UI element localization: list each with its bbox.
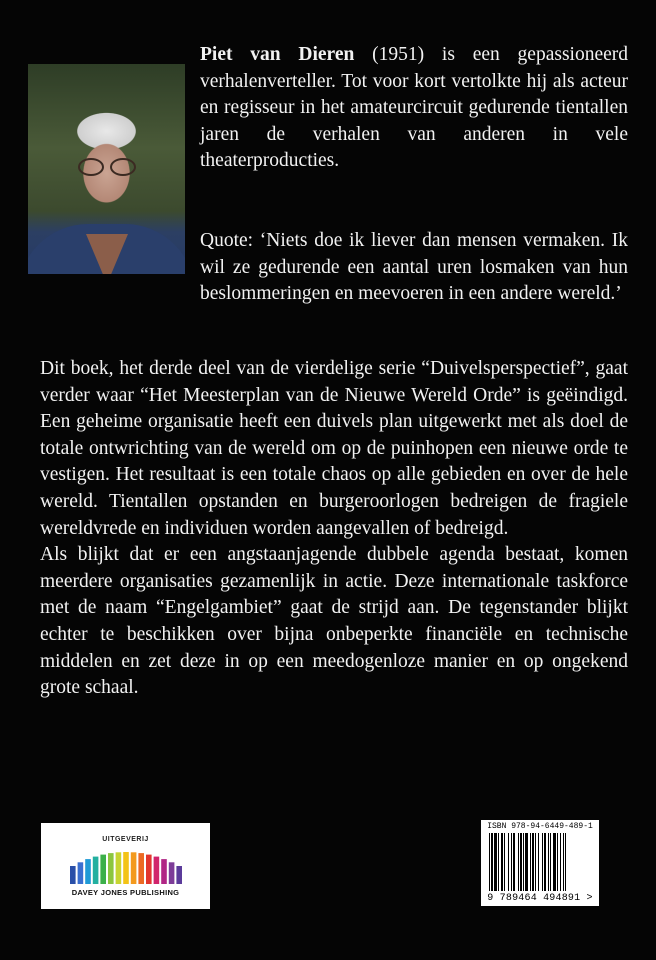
publisher-label: UITGEVERIJ [102,836,149,843]
author-bio-text: (1951) is een gepassioneerd verhalenverteller. Tot voor kort vertolkte hij als acteur en regisseur in het amateurcircuit gedurende tientallen jaren de verhalen van anderen in vele theaterproducties. [200,44,629,172]
isbn-label: ISBN 978-94-6449-489-1 [487,822,593,831]
barcode-bars [489,833,591,891]
book-blurb [40,356,628,702]
author-bio [200,42,628,175]
author-quote: Quote: ‘Niets doe ik liever dan mensen vermaken. Ik wil ze gedurende een aantal uren losmaken van hun beslommeringen en meevoeren in een andere wereld.’ [200,230,628,305]
publisher-bars-graphic [69,850,183,884]
isbn-digits: 9 789464 494891 > [487,893,593,904]
author-name: Piet van Dieren [200,44,355,65]
publisher-name: DAVEY JONES PUBLISHING [71,888,180,897]
publisher-logo [41,823,210,909]
author-photo [28,64,185,274]
blurb-paragraph-1: Dit boek, het derde deel van de vierdelige serie “Duivelsperspectief”, gaat verder waar “Het Meesterplan van de Nieuwe Wereld Orde” is geëindigd. Een geheime organisatie heeft een duivels plan uitgewerkt met als doel de totale ontwrichting van de wereld om op de puinhopen een nieuwe orde te vestigen. Het resultaat is een totale chaos op alle gebieden en over de hele wereld. Tientallen opstanden en burgeroorlogen bedreigen de fragiele wereldvrede en individuen worden aangevallen of bedreigd. [40,358,628,539]
blurb-paragraph-2: Als blijkt dat er een angstaanjagende dubbele agenda bestaat, komen meerdere organisaties gezamenlijk in actie. Deze internationale taskforce met de naam “Engelgambiet” gaat de strijd aan. De tegenstander blijkt echter te beschikken over bijna onbeperkte financiële en technische middelen en zet deze in op een meedogenloze manier en op ongekend grote schaal. [40,544,628,699]
isbn-barcode [481,820,599,906]
